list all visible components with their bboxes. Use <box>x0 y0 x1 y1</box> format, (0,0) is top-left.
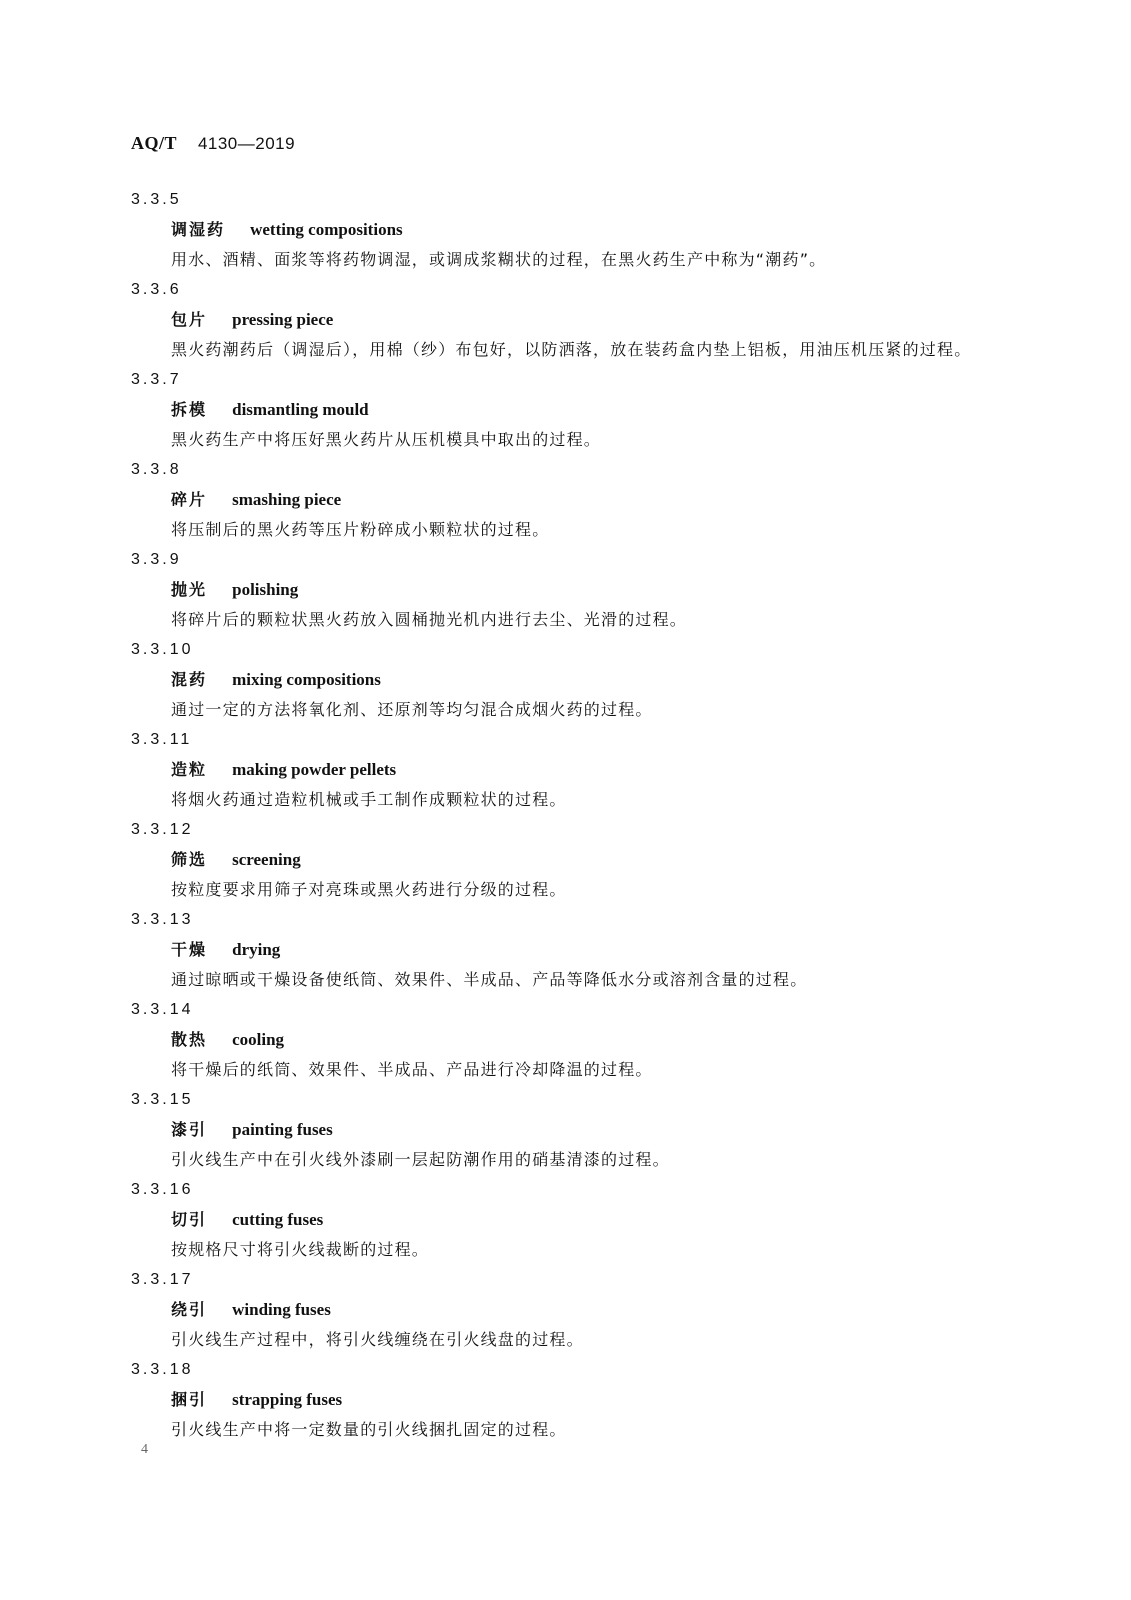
term-entry <box>131 635 1011 725</box>
term-heading <box>131 395 1011 425</box>
term-heading <box>131 1025 1011 1055</box>
term-english: painting fuses <box>232 1120 333 1139</box>
term-entry <box>131 1175 1011 1265</box>
term-heading <box>131 215 1011 245</box>
term-chinese: 混药 <box>171 670 208 689</box>
clause-number: 3.3.13 <box>131 911 194 928</box>
term-entry <box>131 455 1011 545</box>
term-chinese: 干燥 <box>171 940 208 959</box>
term-entry <box>131 365 1011 455</box>
term-english: winding fuses <box>232 1300 331 1319</box>
term-entry <box>131 1355 1011 1445</box>
clause-number: 3.3.16 <box>131 1181 194 1198</box>
term-definition: 将压制后的黑火药等压片粉碎成小颗粒状的过程。 <box>171 520 550 539</box>
term-heading <box>131 1205 1011 1235</box>
term-chinese: 筛选 <box>171 850 208 869</box>
clause-number: 3.3.17 <box>131 1271 194 1288</box>
term-english: strapping fuses <box>232 1390 343 1409</box>
term-english: drying <box>232 940 281 959</box>
standard-header <box>131 133 295 154</box>
clause-number: 3.3.6 <box>131 281 182 298</box>
clause-number: 3.3.14 <box>131 1001 194 1018</box>
term-chinese: 切引 <box>171 1210 208 1229</box>
term-heading <box>131 305 1011 335</box>
term-chinese: 碎片 <box>171 490 208 509</box>
term-definition: 引火线生产过程中，将引火线缠绕在引火线盘的过程。 <box>171 1330 584 1349</box>
term-chinese: 调湿药 <box>171 220 226 239</box>
standard-number: 4130—2019 <box>197 134 296 153</box>
term-definition: 引火线生产中将一定数量的引火线捆扎固定的过程。 <box>171 1420 567 1439</box>
term-chinese: 捆引 <box>171 1390 208 1409</box>
term-entry <box>131 905 1011 995</box>
term-entry <box>131 995 1011 1085</box>
term-chinese: 抛光 <box>171 580 208 599</box>
term-heading <box>131 845 1011 875</box>
term-definition: 通过一定的方法将氧化剂、还原剂等均匀混合成烟火药的过程。 <box>171 700 653 719</box>
term-chinese: 绕引 <box>171 1300 208 1319</box>
term-definition: 黑火药潮药后（调湿后），用棉（纱）布包好，以防洒落，放在装药盒内垫上铝板，用油压机压紧的过程。 <box>171 340 972 359</box>
term-definition: 通过晾晒或干燥设备使纸筒、效果件、半成品、产品等降低水分或溶剂含量的过程。 <box>171 970 808 989</box>
term-definition: 将碎片后的颗粒状黑火药放入圆桶抛光机内进行去尘、光滑的过程。 <box>171 610 688 629</box>
term-heading <box>131 1295 1011 1325</box>
term-heading <box>131 1115 1011 1145</box>
term-definition: 黑火药生产中将压好黑火药片从压机模具中取出的过程。 <box>171 430 602 449</box>
clause-number: 3.3.9 <box>131 551 182 568</box>
clause-number: 3.3.12 <box>131 821 194 838</box>
term-english: pressing piece <box>232 310 334 329</box>
terms-list <box>131 185 1011 1445</box>
term-chinese: 漆引 <box>171 1120 208 1139</box>
term-english: cooling <box>232 1030 285 1049</box>
clause-number: 3.3.7 <box>131 371 182 388</box>
term-heading <box>131 1385 1011 1415</box>
clause-number: 3.3.18 <box>131 1361 194 1378</box>
term-english: mixing compositions <box>232 670 381 689</box>
term-heading <box>131 665 1011 695</box>
term-entry <box>131 275 1011 365</box>
clause-number: 3.3.11 <box>131 731 193 748</box>
term-heading <box>131 935 1011 965</box>
term-english: screening <box>232 850 301 869</box>
term-heading <box>131 755 1011 785</box>
term-english: cutting fuses <box>232 1210 324 1229</box>
term-definition: 将烟火药通过造粒机械或手工制作成颗粒状的过程。 <box>171 790 567 809</box>
clause-number: 3.3.15 <box>131 1091 194 1108</box>
term-english: polishing <box>232 580 299 599</box>
term-entry <box>131 545 1011 635</box>
page-number: 4 <box>141 1442 148 1457</box>
term-definition: 用水、酒精、面浆等将药物调湿，或调成浆糊状的过程，在黑火药生产中称为“潮药”。 <box>171 250 827 269</box>
term-chinese: 包片 <box>171 310 208 329</box>
term-english: smashing piece <box>232 490 342 509</box>
term-entry <box>131 725 1011 815</box>
standard-code: AQ/T <box>131 133 178 153</box>
term-entry <box>131 1265 1011 1355</box>
term-english: making powder pellets <box>232 760 397 779</box>
term-heading <box>131 575 1011 605</box>
term-chinese: 散热 <box>171 1030 208 1049</box>
term-entry <box>131 815 1011 905</box>
term-english: wetting compositions <box>250 220 403 239</box>
term-heading <box>131 485 1011 515</box>
clause-number: 3.3.8 <box>131 461 182 478</box>
term-definition: 引火线生产中在引火线外漆刷一层起防潮作用的硝基清漆的过程。 <box>171 1150 670 1169</box>
term-chinese: 拆模 <box>171 400 208 419</box>
term-definition: 将干燥后的纸筒、效果件、半成品、产品进行冷却降温的过程。 <box>171 1060 653 1079</box>
term-definition: 按粒度要求用筛子对亮珠或黑火药进行分级的过程。 <box>171 880 567 899</box>
term-chinese: 造粒 <box>171 760 208 779</box>
clause-number: 3.3.10 <box>131 641 194 658</box>
term-entry <box>131 185 1011 275</box>
term-definition: 按规格尺寸将引火线裁断的过程。 <box>171 1240 430 1259</box>
clause-number: 3.3.5 <box>131 191 182 208</box>
term-english: dismantling mould <box>232 400 369 419</box>
term-entry <box>131 1085 1011 1175</box>
